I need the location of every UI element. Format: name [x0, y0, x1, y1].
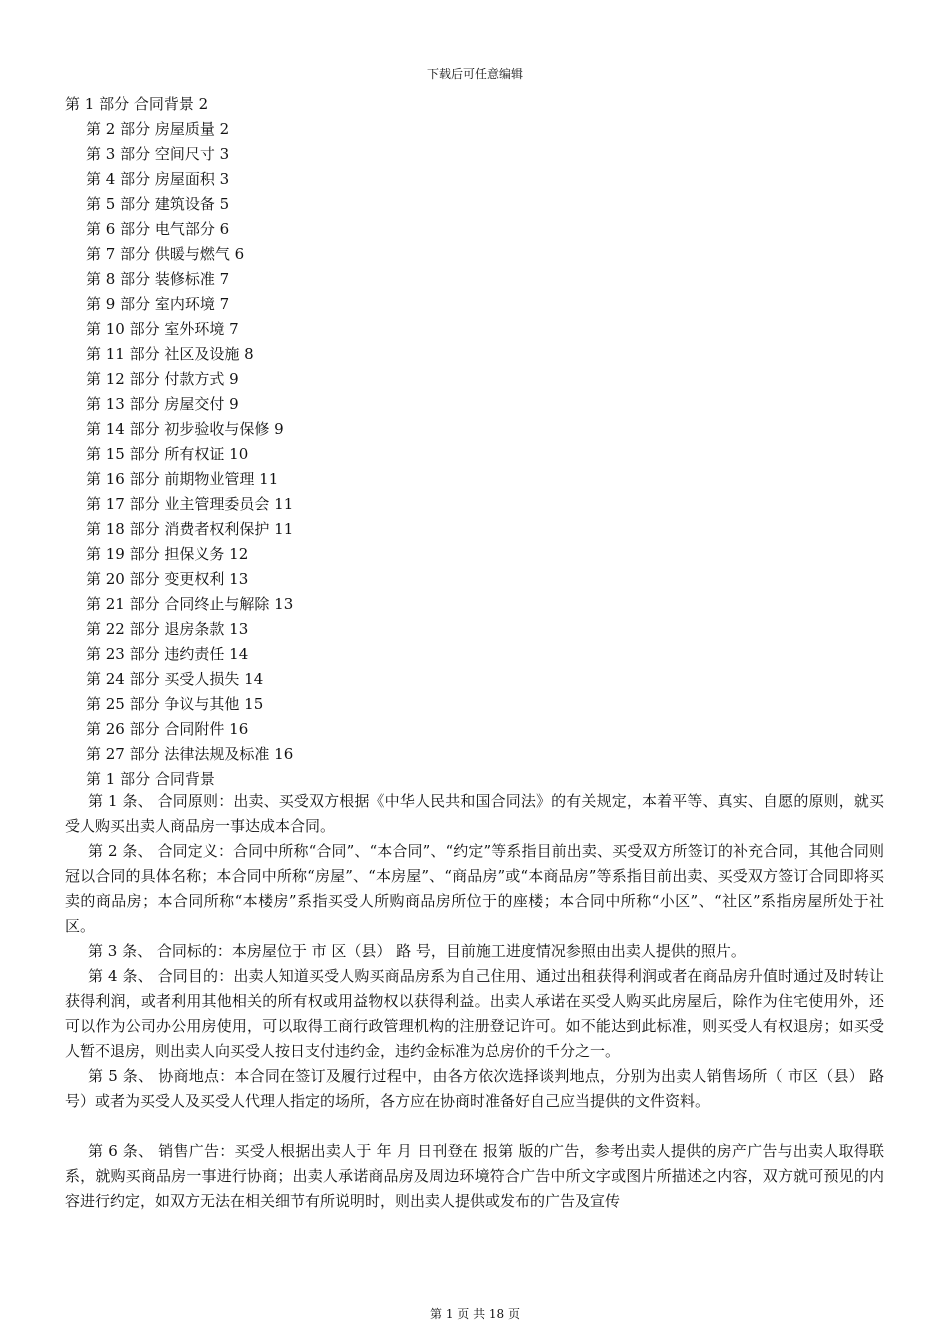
article-paragraph: 第 5 条、 协商地点：本合同在签订及履行过程中，由各方依次选择谈判地点，分别为出卖人销售场所（ 市区（县） 路 号）或者为买受人及买受人代理人指定的场所，各方应在协商时准备好自己应当提供的文件资料。 [65, 1067, 884, 1110]
section-heading: 第 1 部分 合同背景 [86, 770, 215, 788]
toc-entry: 第 18 部分 消费者权利保护 11 [86, 520, 294, 538]
page-footer: 第 1 页 共 18 页 [430, 1307, 520, 1321]
toc-entry: 第 27 部分 法律法规及标准 16 [86, 745, 294, 763]
page-header: 下载后可任意编辑 [426, 67, 523, 81]
toc-entry: 第 14 部分 初步验收与保修 9 [86, 420, 284, 438]
toc-entry: 第 15 部分 所有权证 10 [86, 445, 249, 463]
toc-entry: 第 19 部分 担保义务 12 [86, 545, 249, 563]
toc-entry: 第 3 部分 空间尺寸 3 [86, 145, 230, 163]
toc-entry: 第 23 部分 违约责任 14 [86, 645, 249, 663]
toc-entry: 第 10 部分 室外环境 7 [86, 320, 239, 338]
table-of-contents [65, 92, 885, 792]
toc-entry: 第 16 部分 前期物业管理 11 [86, 470, 279, 488]
toc-entry: 第 7 部分 供暖与燃气 6 [86, 245, 245, 263]
toc-entry: 第 24 部分 买受人损失 14 [86, 670, 264, 688]
article-paragraph: 第 3 条、 合同标的：本房屋位于 市 区（县） 路 号，目前施工进度情况参照由出卖人提供的照片。 [88, 942, 746, 960]
toc-entry: 第 8 部分 装修标准 7 [86, 270, 230, 288]
toc-entry: 第 22 部分 退房条款 13 [86, 620, 249, 638]
contract-body [65, 789, 884, 1214]
toc-entry: 第 11 部分 社区及设施 8 [86, 345, 254, 363]
article-paragraph: 第 6 条、 销售广告：买受人根据出卖人于 年 月 日刊登在 报第 版的广告，参考出卖人提供的房产广告与出卖人取得联系，就购买商品房一事进行协商；出卖人承诺商品房及周边环境符合广告中所文字或图片所描述之内容，双方就可预见的内容进行约定，如双方无法在相关细节有所说明时，则出卖人提供或发布的广告及宣传 [65, 1142, 884, 1210]
toc-entry: 第 17 部分 业主管理委员会 11 [86, 495, 294, 513]
toc-entry: 第 25 部分 争议与其他 15 [86, 695, 264, 713]
toc-entry: 第 4 部分 房屋面积 3 [86, 170, 230, 188]
toc-entry: 第 13 部分 房屋交付 9 [86, 395, 239, 413]
toc-entry: 第 2 部分 房屋质量 2 [86, 120, 230, 138]
article-paragraph: 第 2 条、 合同定义：合同中所称“合同”、“本合同”、“约定”等系指目前出卖、买受双方所签订的补充合同，其他合同则冠以合同的具体名称；本合同中所称“房屋”、“本房屋”、“商品房”或“本商品房”等系指目前出卖、买受双方签订合同即将买卖的商品房；本合同所称“本楼房”系指买受人所购商品房所位于的座楼；本合同中所称“小区”、“社区”系指房屋所处于社区。 [65, 842, 884, 935]
toc-entry: 第 12 部分 付款方式 9 [86, 370, 239, 388]
toc-entry: 第 5 部分 建筑设备 5 [86, 195, 230, 213]
article-paragraph: 第 1 条、 合同原则：出卖、买受双方根据《中华人民共和国合同法》的有关规定，本着平等、真实、自愿的原则，就买受人购买出卖人商品房一事达成本合同。 [65, 792, 884, 835]
toc-entry: 第 21 部分 合同终止与解除 13 [86, 595, 294, 613]
toc-entry: 第 6 部分 电气部分 6 [86, 220, 230, 238]
toc-entry: 第 20 部分 变更权利 13 [86, 570, 249, 588]
toc-entry: 第 9 部分 室内环境 7 [86, 295, 230, 313]
toc-entry: 第 26 部分 合同附件 16 [86, 720, 249, 738]
toc-entry: 第 1 部分 合同背景 2 [65, 95, 209, 113]
article-paragraph: 第 4 条、 合同目的：出卖人知道买受人购买商品房系为自己住用、通过出租获得利润或者在商品房升值时通过及时转让获得利润，或者利用其他相关的所有权或用益物权以获得利益。出卖人承诺在买受人购买此房屋后，除作为住宅使用外，还可以作为公司办公用房使用，可以取得工商行政管理机构的注册登记许可。如不能达到此标准，则买受人有权退房；如买受人暂不退房，则出卖人向买受人按日支付违约金，违约金标准为总房价的千分之一。 [65, 967, 884, 1060]
